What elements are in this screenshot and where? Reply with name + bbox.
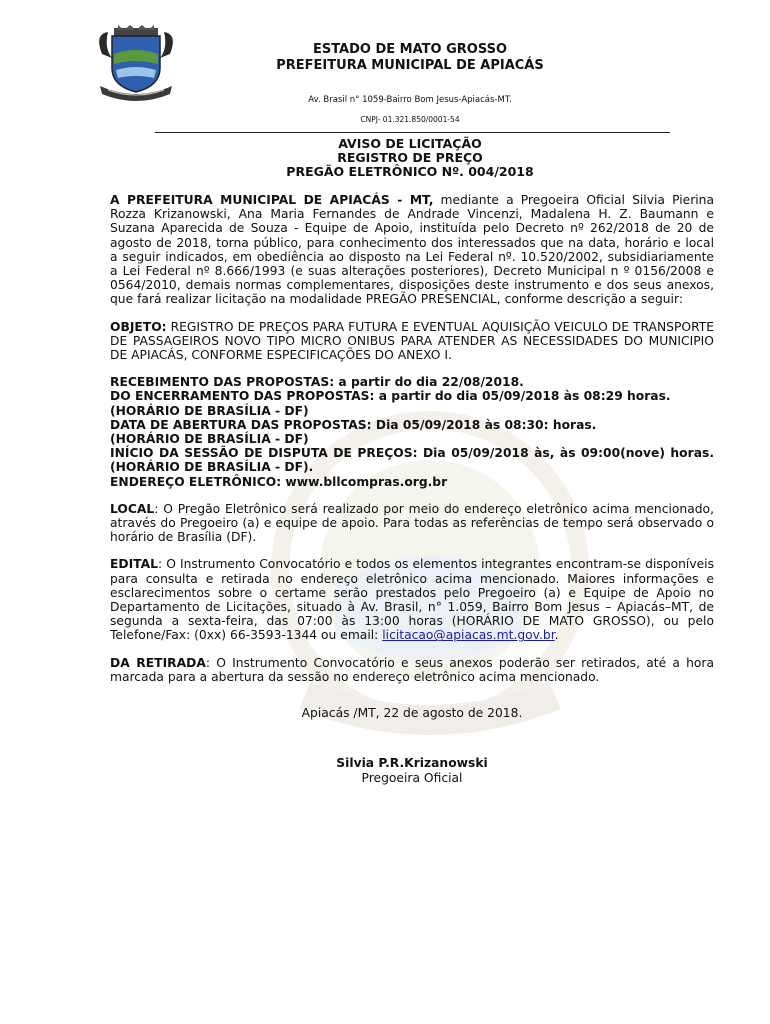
retirada-text: : O Instrumento Convocatório e seus anexos poderão ser retirados, até a hora marcada para a abertura da sessão no endereço eletrônico acima mencionado. xyxy=(110,655,714,684)
letterhead-address: Av. Brasil n° 1059-Bairro Bom Jesus-Apiacás-MT. xyxy=(308,95,512,105)
timezone-note: (HORÁRIO DE BRASÍLIA - DF) xyxy=(110,403,309,418)
notice-title-line: REGISTRO DE PREÇO xyxy=(337,150,483,165)
local-label: LOCAL xyxy=(110,501,155,516)
municipal-coat-of-arms-icon xyxy=(94,24,178,104)
objeto-paragraph xyxy=(110,320,714,363)
place-date: Apiacás /MT, 22 de agosto de 2018. xyxy=(301,706,523,721)
closing-date: DO ENCERRAMENTO DAS PROPOSTAS: a partir do dia 05/09/2018 às 08:29 horas. xyxy=(110,389,671,404)
edital-label: EDITAL xyxy=(110,557,158,572)
intro-text: mediante a Pregoeira Oficial Silvia Pierina Rozza Krizanowski, Ana Maria Fernandes de Andrade Vincenzi, Madalena H. Z. Baumann e Suzana Aparecida de Souza - Equipe de Apoio, instituída pelo Decreto nº 262/2018 de 20 de agosto de 2018, torna público, para conhecimento dos interessados que na data, horário e local a seguir indicados, em obediência ao disposto na Lei Federal nº. 10.520/2002, subsidiariamente a Lei Federal nº 8.666/1993 (e suas alterações posteriores), Decreto Municipal n º 0156/2008 e 0564/2010, demais normas complementares, disposições deste instrumento e dos seus anexos, que fará realizar licitação na modalidade PREGÃO PRESENCIAL, conforme descrição a seguir: xyxy=(110,193,714,307)
electronic-address: ENDEREÇO ELETRÔNICO: www.bllcompras.org.br xyxy=(110,474,448,489)
session-start: INÍCIO DA SESSÃO DE DISPUTA DE PREÇOS: Dia 05/09/2018 às, às 09:00(nove) horas. (HORÁRIO DE BRASÍLIA - DF). xyxy=(110,446,714,475)
objeto-text: REGISTRO DE PREÇOS PARA FUTURA E EVENTUAL AQUISIÇÃO VEICULO DE TRANSPORTE DE PASSAGEIROS NOVO TIPO MICRO ONIBUS PARA ATENDER AS NECESSIDADES DO MUNICIPIO DE APIACÁS, CONFORME ESPECIFICAÇÕES DO ANEXO I. xyxy=(110,319,714,363)
retirada-paragraph xyxy=(110,656,714,684)
edital-text: : O Instrumento Convocatório e todos os elementos integrantes encontram-se disponíveis para consulta e retirada no endereço eletrônico acima mencionado. Maiores informações e esclarecimentos sobre o certame serão prestados pelo Pregoeiro (a) e Equipe de Apoio no Departamento de Licitações, situado à Av. Brasil, n° 1.059, Bairro Bom Jesus – Apiacás–MT, de segunda a sexta-feira, das 07:00 às 13:00 horas (HORÁRIO DE MATO GROSSO), ou pelo Telefone/Fax: (0xx) 66-3593-1344 ou email: xyxy=(110,557,714,643)
state-name: ESTADO DE MATO GROSSO xyxy=(312,42,508,57)
notice-title xyxy=(180,137,640,179)
objeto-label: OBJETO: xyxy=(110,319,167,334)
email-link[interactable]: licitacao@apiacas.mt.gov.br xyxy=(382,628,555,643)
timezone-note: (HORÁRIO DE BRASÍLIA - DF) xyxy=(110,432,309,447)
intro-paragraph xyxy=(110,193,714,307)
signatory-role: Pregoeira Oficial xyxy=(361,770,463,785)
receipt-date: RECEBIMENTO DAS PROPOSTAS: a partir do dia 22/08/2018. xyxy=(110,375,524,390)
letterhead-title xyxy=(180,42,640,74)
notice-body xyxy=(110,193,714,785)
retirada-label: DA RETIRADA xyxy=(110,655,206,670)
prefecture-name: PREFEITURA MUNICIPAL DE APIACÁS xyxy=(276,58,544,73)
local-paragraph xyxy=(110,502,714,545)
letterhead-cnpj: CNPJ- 01.321.850/0001-54 xyxy=(360,115,460,124)
notice-title-line: PREGÃO ELETRÔNICO Nº. 004/2018 xyxy=(286,164,534,179)
intro-lead: A PREFEITURA MUNICIPAL DE APIACÁS - MT, xyxy=(110,193,434,207)
signatory-name: Silvia P.R.Krizanowski xyxy=(336,756,488,771)
signature-block xyxy=(110,756,714,784)
local-text: : O Pregão Eletrônico será realizado por meio do endereço eletrônico acima mencionado, através do Pregoeiro (a) e equipe de apoio. Para todas as referências de tempo será observado o horário de Brasília (DF). xyxy=(110,501,714,545)
notice-title-line: AVISO DE LICITAÇÃO xyxy=(338,136,482,151)
header-divider xyxy=(155,132,670,133)
edital-end: . xyxy=(554,628,559,643)
schedule-block xyxy=(110,375,714,489)
opening-date: DATA DE ABERTURA DAS PROPOSTAS: Dia 05/09/2018 às 08:30: horas. xyxy=(110,417,597,432)
edital-paragraph xyxy=(110,557,714,642)
